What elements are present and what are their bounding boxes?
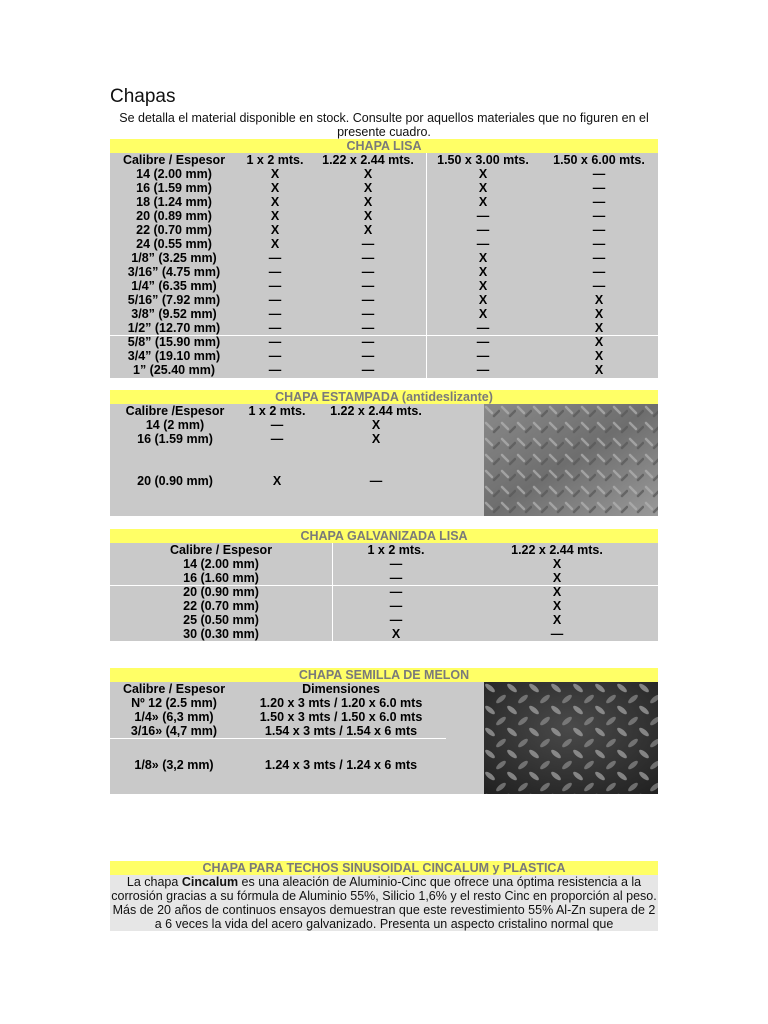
availability-cell: X	[272, 474, 282, 488]
availability-cell: —	[476, 237, 490, 251]
availability-cell: —	[389, 613, 403, 627]
availability-cell: —	[476, 223, 490, 237]
availability-cell: X	[552, 571, 562, 585]
availability-cell: —	[361, 335, 375, 349]
availability-cell: —	[389, 599, 403, 613]
availability-cell: —	[270, 432, 284, 446]
gauge-cell: 30 (0.30 mm)	[183, 627, 259, 641]
availability-cell: 1.20 x 3 mts / 1.20 x 6.0 mts	[259, 696, 423, 710]
availability-cell: —	[361, 279, 375, 293]
table-row	[110, 432, 658, 446]
gauge-cell: 14 (2 mm)	[145, 418, 205, 432]
gauge-cell: 3/16» (4,7 mm)	[130, 724, 218, 738]
availability-cell: X	[371, 432, 381, 446]
column-header: 1.22 x 2.44 mts.	[330, 404, 422, 418]
gauge-cell: 20 (0.89 mm)	[136, 209, 212, 223]
availability-cell: —	[361, 293, 375, 307]
availability-cell: —	[268, 265, 282, 279]
chapa-estampada-table	[110, 404, 658, 516]
table-row	[110, 265, 658, 279]
table-row	[110, 209, 658, 223]
availability-cell: X	[478, 307, 488, 321]
availability-cell: —	[361, 307, 375, 321]
table-row	[110, 293, 658, 307]
column-header: 1.22 x 2.44 mts.	[511, 543, 603, 557]
availability-cell: —	[361, 237, 375, 251]
availability-cell: X	[270, 195, 280, 209]
availability-cell: —	[592, 195, 606, 209]
availability-cell: —	[592, 237, 606, 251]
availability-cell: X	[594, 335, 604, 349]
table-row	[110, 321, 658, 335]
availability-cell: —	[389, 557, 403, 571]
gauge-cell: 1/4» (6,3 mm)	[134, 710, 214, 724]
column-header: Calibre / Espesor	[169, 543, 273, 557]
column-header: 1 x 2 mts.	[248, 404, 306, 418]
availability-cell: X	[478, 265, 488, 279]
availability-cell: —	[361, 363, 375, 377]
availability-cell: X	[270, 237, 280, 251]
table-row	[110, 613, 658, 627]
gauge-cell: 1/8» (3,2 mm)	[134, 758, 214, 772]
availability-cell: X	[363, 209, 373, 223]
table-header-row	[110, 153, 658, 167]
table-row	[110, 627, 658, 641]
availability-cell: X	[478, 293, 488, 307]
intro-text: Se detalla el material disponible en stock. Consulte por aquellos materiales que no figuren en el presente cuadro.	[119, 111, 649, 139]
availability-cell: —	[268, 349, 282, 363]
table-row	[110, 167, 658, 181]
gauge-cell: 22 (0.70 mm)	[136, 223, 212, 237]
availability-cell: X	[363, 195, 373, 209]
gauge-cell: 14 (2.00 mm)	[136, 167, 212, 181]
gauge-cell: 1” (25.40 mm)	[133, 363, 215, 377]
column-header: 1.50 x 3.00 mts.	[437, 153, 529, 167]
table-row	[110, 237, 658, 251]
availability-cell: X	[270, 209, 280, 223]
gauge-cell: 5/16” (7.92 mm)	[127, 293, 221, 307]
gauge-cell: 22 (0.70 mm)	[183, 599, 259, 613]
availability-cell: X	[363, 181, 373, 195]
availability-cell: —	[592, 209, 606, 223]
availability-cell: X	[363, 223, 373, 237]
gauge-cell: 16 (1.59 mm)	[137, 432, 213, 446]
gauge-cell: 3/8” (9.52 mm)	[131, 307, 217, 321]
availability-cell: X	[594, 321, 604, 335]
availability-cell: —	[476, 321, 490, 335]
table-row	[110, 335, 658, 349]
availability-cell: 1.24 x 3 mts / 1.24 x 6 mts	[264, 758, 418, 772]
gauge-cell: 16 (1.60 mm)	[183, 571, 259, 585]
availability-cell: —	[592, 181, 606, 195]
availability-cell: —	[476, 209, 490, 223]
gauge-cell: Nº 12 (2.5 mm)	[131, 696, 217, 710]
availability-cell: X	[478, 195, 488, 209]
table-row	[110, 474, 658, 488]
availability-cell: —	[268, 363, 282, 377]
chapa-estampada-title: CHAPA ESTAMPADA (antideslizante)	[110, 390, 658, 404]
availability-cell: X	[371, 418, 381, 432]
chapa-techos-title: CHAPA PARA TECHOS SINUSOIDAL CINCALUM y PLASTICA	[110, 861, 658, 875]
table-row	[110, 557, 658, 571]
gauge-cell: 14 (2.00 mm)	[183, 557, 259, 571]
availability-cell: X	[478, 279, 488, 293]
column-header: Calibre /Espesor	[125, 404, 225, 418]
availability-cell: —	[550, 627, 564, 641]
table-row	[110, 195, 658, 209]
availability-cell: X	[478, 167, 488, 181]
gauge-cell: 25 (0.50 mm)	[183, 613, 259, 627]
gauge-cell: 16 (1.59 mm)	[136, 181, 212, 195]
availability-cell: X	[478, 181, 488, 195]
gauge-cell: 20 (0.90 mm)	[137, 474, 213, 488]
table-row	[110, 599, 658, 613]
availability-cell: X	[478, 251, 488, 265]
table-row	[110, 418, 658, 432]
table-header-row	[110, 404, 658, 418]
cincalum-bold: Cincalum	[181, 875, 239, 889]
availability-cell: —	[268, 335, 282, 349]
availability-cell: —	[369, 474, 383, 488]
availability-cell: X	[270, 223, 280, 237]
table-row	[110, 710, 658, 724]
gauge-cell: 1/2” (12.70 mm)	[127, 321, 221, 335]
table-header-row	[110, 543, 658, 557]
availability-cell: X	[594, 293, 604, 307]
availability-cell: —	[476, 335, 490, 349]
availability-cell: X	[552, 613, 562, 627]
column-header: 1.22 x 2.44 mts.	[322, 153, 414, 167]
column-header: 1 x 2 mts.	[367, 543, 425, 557]
column-header: Calibre / Espesor	[122, 682, 226, 696]
table-row	[110, 585, 658, 599]
gauge-cell: 3/16” (4.75 mm)	[127, 265, 221, 279]
availability-cell: —	[361, 321, 375, 335]
table-row	[110, 223, 658, 237]
availability-cell: X	[594, 363, 604, 377]
availability-cell: 1.50 x 3 mts / 1.50 x 6.0 mts	[259, 710, 423, 724]
column-header: 1 x 2 mts.	[246, 153, 304, 167]
availability-cell: —	[592, 223, 606, 237]
chapa-lisa-table	[110, 153, 658, 378]
availability-cell: X	[552, 585, 562, 599]
table-row	[110, 181, 658, 195]
availability-cell: —	[268, 307, 282, 321]
availability-cell: —	[592, 279, 606, 293]
availability-cell: X	[270, 167, 280, 181]
availability-cell: —	[270, 418, 284, 432]
table-row	[110, 724, 658, 738]
availability-cell: 1.54 x 3 mts / 1.54 x 6 mts	[264, 724, 418, 738]
table-row	[110, 758, 658, 772]
chapa-semilla-title: CHAPA SEMILLA DE MELON	[110, 668, 658, 682]
table-row	[110, 251, 658, 265]
chapa-lisa-title: CHAPA LISA	[110, 139, 658, 153]
availability-cell: X	[552, 557, 562, 571]
table-row	[110, 349, 658, 363]
availability-cell: —	[268, 293, 282, 307]
table-row	[110, 279, 658, 293]
chapa-galvanizada-table	[110, 543, 658, 641]
gauge-cell: 18 (1.24 mm)	[136, 195, 212, 209]
gauge-cell: 3/4” (19.10 mm)	[127, 349, 221, 363]
availability-cell: X	[552, 599, 562, 613]
gauge-cell: 1/8” (3.25 mm)	[131, 251, 217, 265]
availability-cell: X	[594, 349, 604, 363]
gauge-cell: 1/4” (6.35 mm)	[131, 279, 217, 293]
availability-cell: —	[361, 251, 375, 265]
availability-cell: —	[476, 349, 490, 363]
table-row	[110, 571, 658, 585]
cincalum-description: La chapa Cincalum es una aleación de Aluminio-Cinc que ofrece una óptima resistencia a la corrosión gracias a su fórmula de Aluminio 55%, Silicio 1,6% y el resto Cinc en proporción al peso. Más de 20 años de continuos ensayos demuestran que este revestimiento 55% Al-Zn supera de 2 a 6 veces la vida del acero galvanizado. Presenta un aspecto cristalino normal que	[111, 875, 657, 931]
table-row	[110, 363, 658, 377]
table-row	[110, 307, 658, 321]
chapa-galvanizada-title: CHAPA GALVANIZADA LISA	[110, 529, 658, 543]
availability-cell: X	[363, 167, 373, 181]
availability-cell: X	[391, 627, 401, 641]
availability-cell: —	[361, 349, 375, 363]
availability-cell: —	[592, 265, 606, 279]
availability-cell: —	[592, 167, 606, 181]
gauge-cell: 5/8” (15.90 mm)	[127, 335, 221, 349]
availability-cell: —	[268, 321, 282, 335]
availability-cell: —	[389, 585, 403, 599]
page-title: Chapas	[110, 86, 176, 107]
column-header: Calibre / Espesor	[122, 153, 226, 167]
availability-cell: —	[361, 265, 375, 279]
column-header: 1.50 x 6.00 mts.	[553, 153, 645, 167]
availability-cell: —	[268, 251, 282, 265]
availability-cell: —	[389, 571, 403, 585]
table-header-row	[110, 682, 658, 696]
gauge-cell: 20 (0.90 mm)	[183, 585, 259, 599]
availability-cell: —	[592, 251, 606, 265]
chapa-semilla-table	[110, 682, 658, 794]
availability-cell: X	[594, 307, 604, 321]
column-header: Dimensiones	[302, 682, 380, 696]
gauge-cell: 24 (0.55 mm)	[136, 237, 212, 251]
table-row	[110, 696, 658, 710]
availability-cell: —	[268, 279, 282, 293]
availability-cell: X	[270, 181, 280, 195]
availability-cell: —	[476, 363, 490, 377]
